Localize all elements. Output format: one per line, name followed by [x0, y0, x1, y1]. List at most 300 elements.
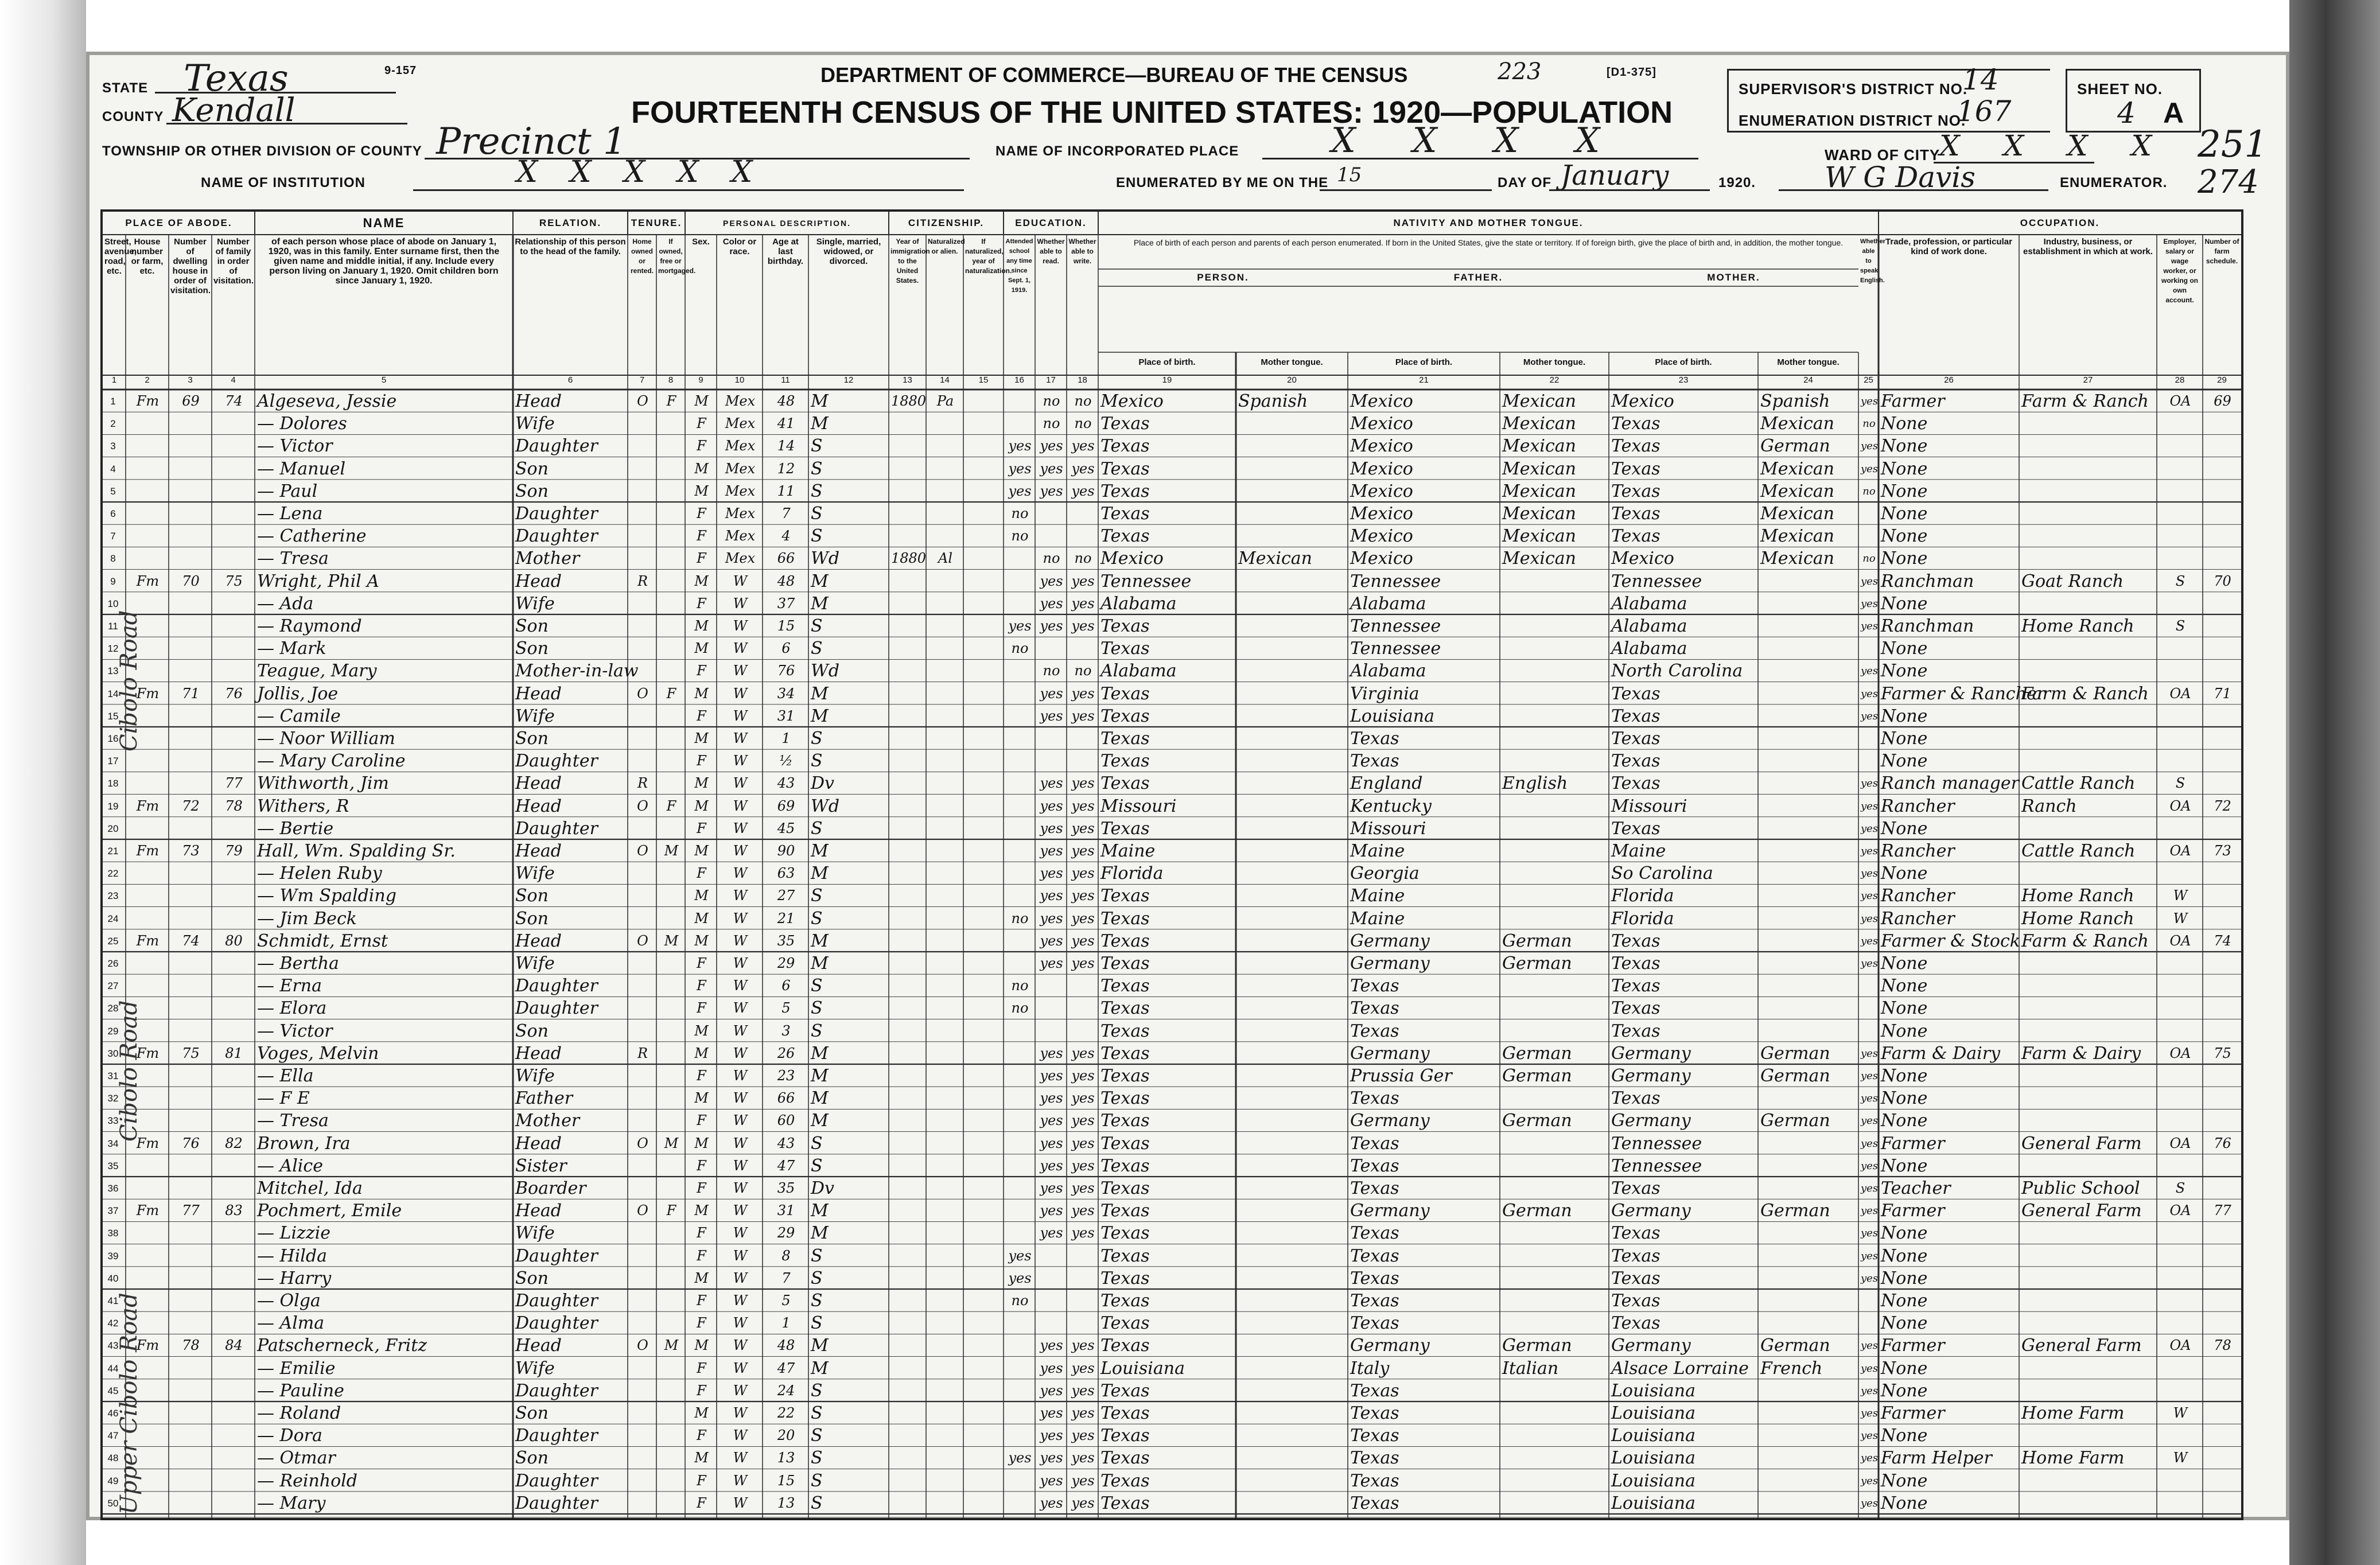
cell-pob: Mexico [1100, 391, 1164, 411]
enumeration-value: 167 [1957, 95, 2012, 128]
scan-right-edge [2289, 0, 2380, 1565]
table-row [103, 457, 2241, 481]
cell-age: 1 [781, 1315, 791, 1332]
cell-trade: None [1881, 548, 1928, 569]
cell-trade: None [1881, 818, 1928, 839]
cell-sex: M [694, 1202, 709, 1219]
row-number: 39 [107, 1250, 119, 1262]
cell-sex: F [697, 528, 706, 544]
cell-trade: None [1881, 1358, 1928, 1379]
cell-sex: F [697, 1112, 706, 1129]
cell-ms: M [811, 593, 829, 614]
cell-rel: Head [515, 1201, 562, 1221]
cell-race: W [733, 1202, 748, 1219]
cell-eng: yes [1861, 1407, 1879, 1419]
cell-mpob: Florida [1611, 908, 1674, 929]
cell-trade: None [1881, 1470, 1928, 1491]
cell-race: W [733, 865, 748, 882]
column-number: 16 [1014, 375, 1024, 385]
cell-dw: 71 [182, 685, 200, 702]
table-row [103, 1289, 2241, 1313]
township-value: Precinct 1 [436, 120, 627, 163]
cell-mpob: Texas [1611, 998, 1660, 1019]
cell-trade: None [1881, 1313, 1928, 1334]
cell-sex: M [694, 1022, 709, 1039]
cell-rel: Head [515, 931, 562, 951]
cell-name: — Mark [257, 639, 326, 659]
cell-mpob: Tennessee [1611, 1133, 1702, 1154]
cell-age: 1 [781, 730, 791, 746]
cell-pob: Texas [1100, 1223, 1150, 1244]
cell-race: W [733, 640, 748, 657]
cell-read: yes [1040, 932, 1063, 949]
cell-race: W [733, 1494, 748, 1511]
cell-age: 41 [777, 415, 795, 432]
column-number: 29 [2217, 375, 2227, 385]
cell-race: Mex [725, 482, 756, 499]
cell-fpob: Texas [1350, 1155, 1399, 1176]
cell-mpob: Texas [1611, 458, 1660, 479]
row-number: 1 [110, 396, 116, 407]
cell-own: O [637, 1202, 648, 1219]
cell-sex: F [697, 1427, 706, 1444]
cell-eng: yes [1861, 800, 1879, 812]
cell-pob: Texas [1100, 616, 1150, 636]
cell-age: 43 [777, 775, 795, 792]
group-name: NAME [363, 216, 405, 230]
table-row [103, 390, 2241, 413]
cell-read: yes [1040, 1494, 1063, 1511]
cell-att: yes [1008, 460, 1032, 477]
cell-pob: Alabama [1100, 661, 1177, 682]
column-number: 2 [145, 375, 150, 385]
cell-fpob: Mexico [1350, 548, 1413, 569]
cell-trade: None [1881, 1426, 1928, 1446]
cell-read: yes [1040, 685, 1063, 702]
cell-pob: Texas [1100, 1066, 1150, 1086]
cell-ftongue: Mexican [1502, 504, 1576, 524]
cell-age: 60 [777, 1112, 795, 1129]
row-number: 44 [107, 1362, 119, 1374]
row-number: 38 [107, 1228, 119, 1239]
cell-sex: M [694, 1090, 709, 1107]
cell-sex: F [697, 820, 706, 836]
column-number: 17 [1046, 375, 1056, 385]
col-age: Age at last birthday. [767, 237, 804, 266]
cell-mpob: Texas [1611, 729, 1660, 749]
institution-underline [413, 189, 964, 191]
cell-read: yes [1040, 1112, 1063, 1129]
col-person-pob: Place of birth. [1138, 357, 1196, 367]
cell-write: yes [1071, 1157, 1095, 1174]
row-number: 31 [107, 1070, 119, 1081]
margin-number-bottom: 274 [2198, 163, 2259, 201]
cell-fpob: Texas [1350, 1313, 1399, 1334]
cell-industry: Home Ranch [2021, 908, 2134, 929]
cell-trade: None [1881, 639, 1928, 659]
cell-fpob: Germany [1350, 1201, 1430, 1221]
cell-trade: None [1881, 1066, 1928, 1086]
col-free-mortgaged: If owned, free or mortgaged. [658, 238, 696, 275]
cell-rel: Mother-in-law [515, 661, 639, 682]
cell-ms: M [811, 1111, 829, 1131]
cell-rel: Boarder [515, 1178, 586, 1198]
cell-industry: Home Farm [2021, 1448, 2125, 1469]
row-number: 48 [107, 1453, 119, 1464]
cell-eng: yes [1861, 462, 1879, 475]
cell-sex: F [697, 1382, 706, 1399]
col-read: Whether able to read. [1037, 238, 1065, 265]
cell-age: 7 [781, 505, 791, 521]
table-row [103, 637, 2241, 660]
cell-mtongue: Mexican [1760, 548, 1834, 569]
column-number: 6 [567, 375, 573, 385]
cell-trade: Farmer & Rancher [1881, 683, 2045, 704]
cell-age: 7 [781, 1270, 791, 1286]
cell-sex: M [694, 910, 709, 926]
cell-trade: None [1881, 976, 1928, 996]
cell-race: Mex [725, 438, 756, 454]
cell-ms: S [811, 1380, 823, 1401]
cell-fpob: Louisiana [1350, 706, 1434, 726]
cell-race: W [733, 1270, 748, 1286]
cell-age: 20 [777, 1427, 795, 1444]
group-personal: PERSONAL DESCRIPTION. [723, 219, 851, 228]
cell-fpob: Mexico [1350, 414, 1413, 434]
cell-write: no [1074, 415, 1092, 432]
cell-trade: None [1881, 1223, 1928, 1244]
cell-sex: F [697, 1000, 706, 1017]
cell-industry: Farm & Ranch [2021, 391, 2149, 411]
cell-eng: no [1862, 552, 1876, 565]
cell-fpob: Texas [1350, 1493, 1399, 1513]
cell-write: yes [1071, 932, 1095, 949]
cell-rel: Daughter [515, 1291, 598, 1311]
column-number: 28 [2175, 375, 2185, 385]
cell-ftongue: German [1502, 1111, 1572, 1131]
table-row [103, 907, 2241, 931]
department-heading: DEPARTMENT OF COMMERCE—BUREAU OF THE CENSUS [820, 63, 1408, 87]
supervisor-value: 14 [1962, 63, 1999, 96]
cell-fpob: Germany [1350, 953, 1430, 974]
cell-fpob: Texas [1350, 729, 1399, 749]
cell-pob: Texas [1100, 526, 1150, 547]
cell-name: — Emilie [257, 1358, 336, 1379]
cell-race: W [733, 1135, 748, 1151]
table-row [103, 1402, 2241, 1425]
side-note-cibolo-road-2: Cibolo Road [116, 1000, 142, 1142]
cell-eng: yes [1861, 845, 1879, 857]
cell-race: W [733, 820, 748, 836]
county-value: Kendall [172, 92, 295, 129]
cell-write: yes [1071, 1494, 1095, 1511]
cell-rel: Wife [515, 1358, 555, 1379]
cell-read: yes [1040, 1090, 1063, 1107]
cell-ms: S [811, 908, 823, 929]
table-row [103, 952, 2241, 975]
col-farm-schedule: Number of farm schedule. [2204, 238, 2239, 265]
cell-fam: 79 [225, 843, 243, 859]
cell-read: yes [1040, 1337, 1063, 1354]
cell-sex: F [697, 1293, 706, 1309]
cell-pob: Texas [1100, 998, 1150, 1019]
cell-age: 26 [777, 1045, 795, 1061]
cell-dw: 78 [182, 1337, 200, 1354]
cell-write: yes [1071, 1112, 1095, 1129]
cell-trade: None [1881, 414, 1928, 434]
cell-mpob: Missouri [1611, 796, 1687, 816]
col-employer: Employer, salary or wage worker, or working on own account. [2161, 238, 2198, 304]
cell-trade: Rancher [1881, 908, 1955, 929]
cell-fpob: Missouri [1350, 818, 1426, 839]
cell-age: 48 [777, 573, 795, 589]
cell-name: — Otmar [257, 1448, 336, 1469]
column-number: 11 [781, 375, 790, 385]
row-number: 12 [107, 643, 119, 655]
cell-att: no [1011, 528, 1029, 544]
cell-ftongue: Mexican [1502, 436, 1576, 457]
cell-trade: Farmer [1881, 1133, 1945, 1154]
sheet-value: 4 [2117, 96, 2136, 130]
cell-mtongue: Mexican [1760, 414, 1834, 434]
column-number: 21 [1419, 375, 1429, 385]
cell-att: yes [1008, 1247, 1032, 1264]
cell-mpob: Alabama [1611, 593, 1687, 614]
cell-race: W [733, 1315, 748, 1332]
cell-name: — Hilda [257, 1245, 327, 1266]
cell-race: W [733, 1293, 748, 1309]
row-number: 49 [107, 1475, 119, 1486]
cell-eng: yes [1861, 620, 1879, 632]
cell-write: yes [1071, 1180, 1095, 1196]
cell-race: W [733, 753, 748, 769]
cell-pob: Texas [1100, 706, 1150, 726]
cell-name: — Manuel [257, 458, 346, 479]
cell-race: W [733, 910, 748, 926]
cell-sex: F [697, 550, 706, 567]
cell-name: — Reinhold [257, 1470, 357, 1491]
cell-read: yes [1040, 438, 1063, 454]
cell-fpob: Texas [1350, 1133, 1399, 1154]
cell-mort: M [664, 932, 679, 949]
row-number: 3 [110, 441, 116, 452]
cell-name: — Tresa [257, 548, 329, 569]
cell-industry: Public School [2021, 1178, 2140, 1198]
cell-mpob: So Carolina [1611, 863, 1713, 884]
cell-fam: 78 [225, 797, 243, 814]
cell-name: — Raymond [257, 616, 362, 636]
cell-fpob: Texas [1350, 1448, 1399, 1469]
row-number: 22 [107, 868, 119, 879]
cell-read: yes [1040, 887, 1063, 904]
cell-fpob: Maine [1350, 841, 1405, 861]
cell-age: 90 [777, 843, 795, 859]
cell-trade: None [1881, 526, 1928, 547]
cell-nat: Pa [936, 393, 954, 409]
cell-name: — Alice [257, 1155, 323, 1176]
cell-ms: S [811, 639, 823, 659]
ward-underline [1934, 162, 2094, 163]
cell-fpob: Mexico [1350, 526, 1413, 547]
cell-sex: F [697, 753, 706, 769]
cell-industry: General Farm [2021, 1133, 2142, 1154]
cell-own: O [637, 393, 648, 409]
cell-eng: yes [1861, 1159, 1879, 1172]
cell-imm: 1880 [891, 550, 927, 567]
cell-sex: M [694, 775, 709, 792]
cell-trade: None [1881, 436, 1928, 457]
cell-sex: M [694, 1045, 709, 1061]
cell-industry: Cattle Ranch [2021, 841, 2136, 861]
cell-mpob: Germany [1611, 1111, 1691, 1131]
row-number: 8 [110, 553, 116, 565]
cell-race: W [733, 663, 748, 679]
cell-ms: S [811, 1021, 823, 1041]
cell-mort: F [666, 1202, 676, 1219]
incorporated-label: NAME OF INCORPORATED PLACE [995, 143, 1239, 159]
enumerated-year: 1920. [1718, 175, 1756, 190]
column-number: 19 [1162, 375, 1172, 385]
cell-age: 31 [777, 707, 795, 724]
cell-ms: S [811, 976, 823, 996]
cell-fpob: Mexico [1350, 481, 1413, 501]
cell-read: yes [1040, 843, 1063, 859]
cell-mtongue: German [1760, 1201, 1830, 1221]
cell-write: yes [1071, 910, 1095, 926]
subgroup-mother: MOTHER. [1707, 272, 1760, 283]
cell-ftongue: Mexican [1502, 481, 1576, 501]
cell-sex: F [697, 1247, 706, 1264]
cell-age: 13 [777, 1450, 795, 1466]
cell-rel: Wife [515, 1066, 555, 1086]
cell-fam: 75 [225, 573, 243, 589]
table-row [103, 682, 2241, 706]
group-relation: RELATION. [539, 217, 602, 228]
cell-age: 11 [777, 482, 795, 499]
cell-race: W [733, 1360, 748, 1376]
cell-ftongue: Mexican [1502, 548, 1576, 569]
cell-mpob: Texas [1611, 751, 1660, 772]
cell-read: no [1043, 550, 1060, 567]
cell-att: yes [1008, 618, 1032, 634]
cell-mpob: Texas [1611, 1088, 1660, 1109]
cell-ms: M [811, 1043, 829, 1064]
column-number: 25 [1864, 375, 1873, 385]
cell-name: — Helen Ruby [257, 863, 382, 884]
col-marital: Single, married, widowed, or divorced. [816, 237, 881, 266]
column-number: 14 [940, 375, 950, 385]
cell-fpob: Germany [1350, 1111, 1430, 1131]
cell-fam: 83 [225, 1202, 243, 1219]
table-row [103, 1064, 2241, 1088]
cell-name: — Mary [257, 1493, 326, 1513]
cell-race: W [733, 1247, 748, 1264]
cell-trade: None [1881, 1155, 1928, 1176]
col-dwelling: Number of dwelling house in order of visitation. [170, 237, 211, 295]
cell-ms: S [811, 504, 823, 524]
cell-ftongue: German [1502, 1066, 1572, 1086]
cell-sex: F [697, 663, 706, 679]
cell-pob: Texas [1100, 1245, 1150, 1266]
cell-age: 43 [777, 1135, 795, 1151]
cell-rel: Head [515, 1043, 562, 1064]
cell-name: Mitchel, Ida [257, 1178, 363, 1198]
cell-farm: 70 [2214, 573, 2231, 589]
table-row [103, 1469, 2241, 1493]
cell-dw: 74 [182, 932, 200, 949]
cell-ms: M [811, 683, 829, 704]
cell-fpob: Prussia Ger [1350, 1066, 1452, 1086]
cell-fpob: Texas [1350, 1223, 1399, 1244]
table-row [103, 1267, 2241, 1290]
cell-trade: None [1881, 481, 1928, 501]
cell-att: no [1011, 1293, 1029, 1309]
cell-name: Schmidt, Ernst [257, 931, 388, 951]
cell-ms: M [811, 863, 829, 884]
cell-pob: Texas [1100, 639, 1150, 659]
cell-own: O [637, 685, 648, 702]
cell-name: — Noor William [257, 729, 395, 749]
cell-name: — Dora [257, 1426, 322, 1446]
cell-write: yes [1071, 573, 1095, 589]
cell-name: Withers, R [257, 796, 349, 816]
cell-tongue: Mexican [1238, 548, 1312, 569]
cell-industry: Home Ranch [2021, 616, 2134, 636]
cell-mpob: Texas [1611, 683, 1660, 704]
cell-eng: yes [1861, 777, 1879, 790]
column-number: 3 [188, 375, 193, 385]
cell-farm: 75 [2214, 1045, 2231, 1061]
cell-mtongue: German [1760, 1043, 1830, 1064]
cell-mort: M [664, 1337, 679, 1354]
county-label: COUNTY [102, 109, 164, 124]
cell-fpob: Texas [1350, 1178, 1399, 1198]
cell-write: yes [1071, 775, 1095, 792]
table-row [103, 547, 2241, 570]
cell-sex: F [697, 1315, 706, 1332]
cell-trade: Ranch manager [1881, 773, 2019, 794]
cell-industry: Cattle Ranch [2021, 773, 2136, 794]
table-row [103, 727, 2241, 750]
cell-write: no [1074, 550, 1092, 567]
cell-age: 14 [777, 438, 795, 454]
cell-sex: M [694, 460, 709, 477]
cell-race: W [733, 1180, 748, 1196]
group-nativity: NATIVITY AND MOTHER TONGUE. [1393, 217, 1584, 228]
cell-name: — Bertie [257, 818, 334, 839]
nativity-note: Place of birth of each person and parents of each person enumerated. If born in the United States, give the state or territory. If of foreign birth, give the place of birth and, in addition, the mother tongue. [1133, 238, 1844, 247]
cell-read: yes [1040, 865, 1063, 882]
cell-fpob: Kentucky [1350, 796, 1432, 816]
cell-pob: Texas [1100, 773, 1150, 794]
cell-pob: Texas [1100, 1088, 1150, 1109]
row-number: 17 [107, 756, 119, 767]
cell-ms: S [811, 886, 823, 906]
cell-age: 8 [781, 1247, 791, 1264]
cell-read: yes [1040, 797, 1063, 814]
cell-rel: Daughter [515, 1245, 598, 1266]
cell-mpob: Texas [1611, 436, 1660, 457]
cell-age: 6 [781, 640, 791, 657]
cell-farm: 73 [2214, 843, 2231, 859]
cell-mpob: Germany [1611, 1201, 1691, 1221]
cell-pob: Missouri [1100, 796, 1177, 816]
ward-label: WARD OF CITY [1825, 146, 1940, 163]
cell-mpob: Maine [1611, 841, 1666, 861]
cell-read: yes [1040, 1472, 1063, 1489]
cell-trade: Farmer [1881, 1403, 1945, 1423]
table-row [103, 884, 2241, 908]
